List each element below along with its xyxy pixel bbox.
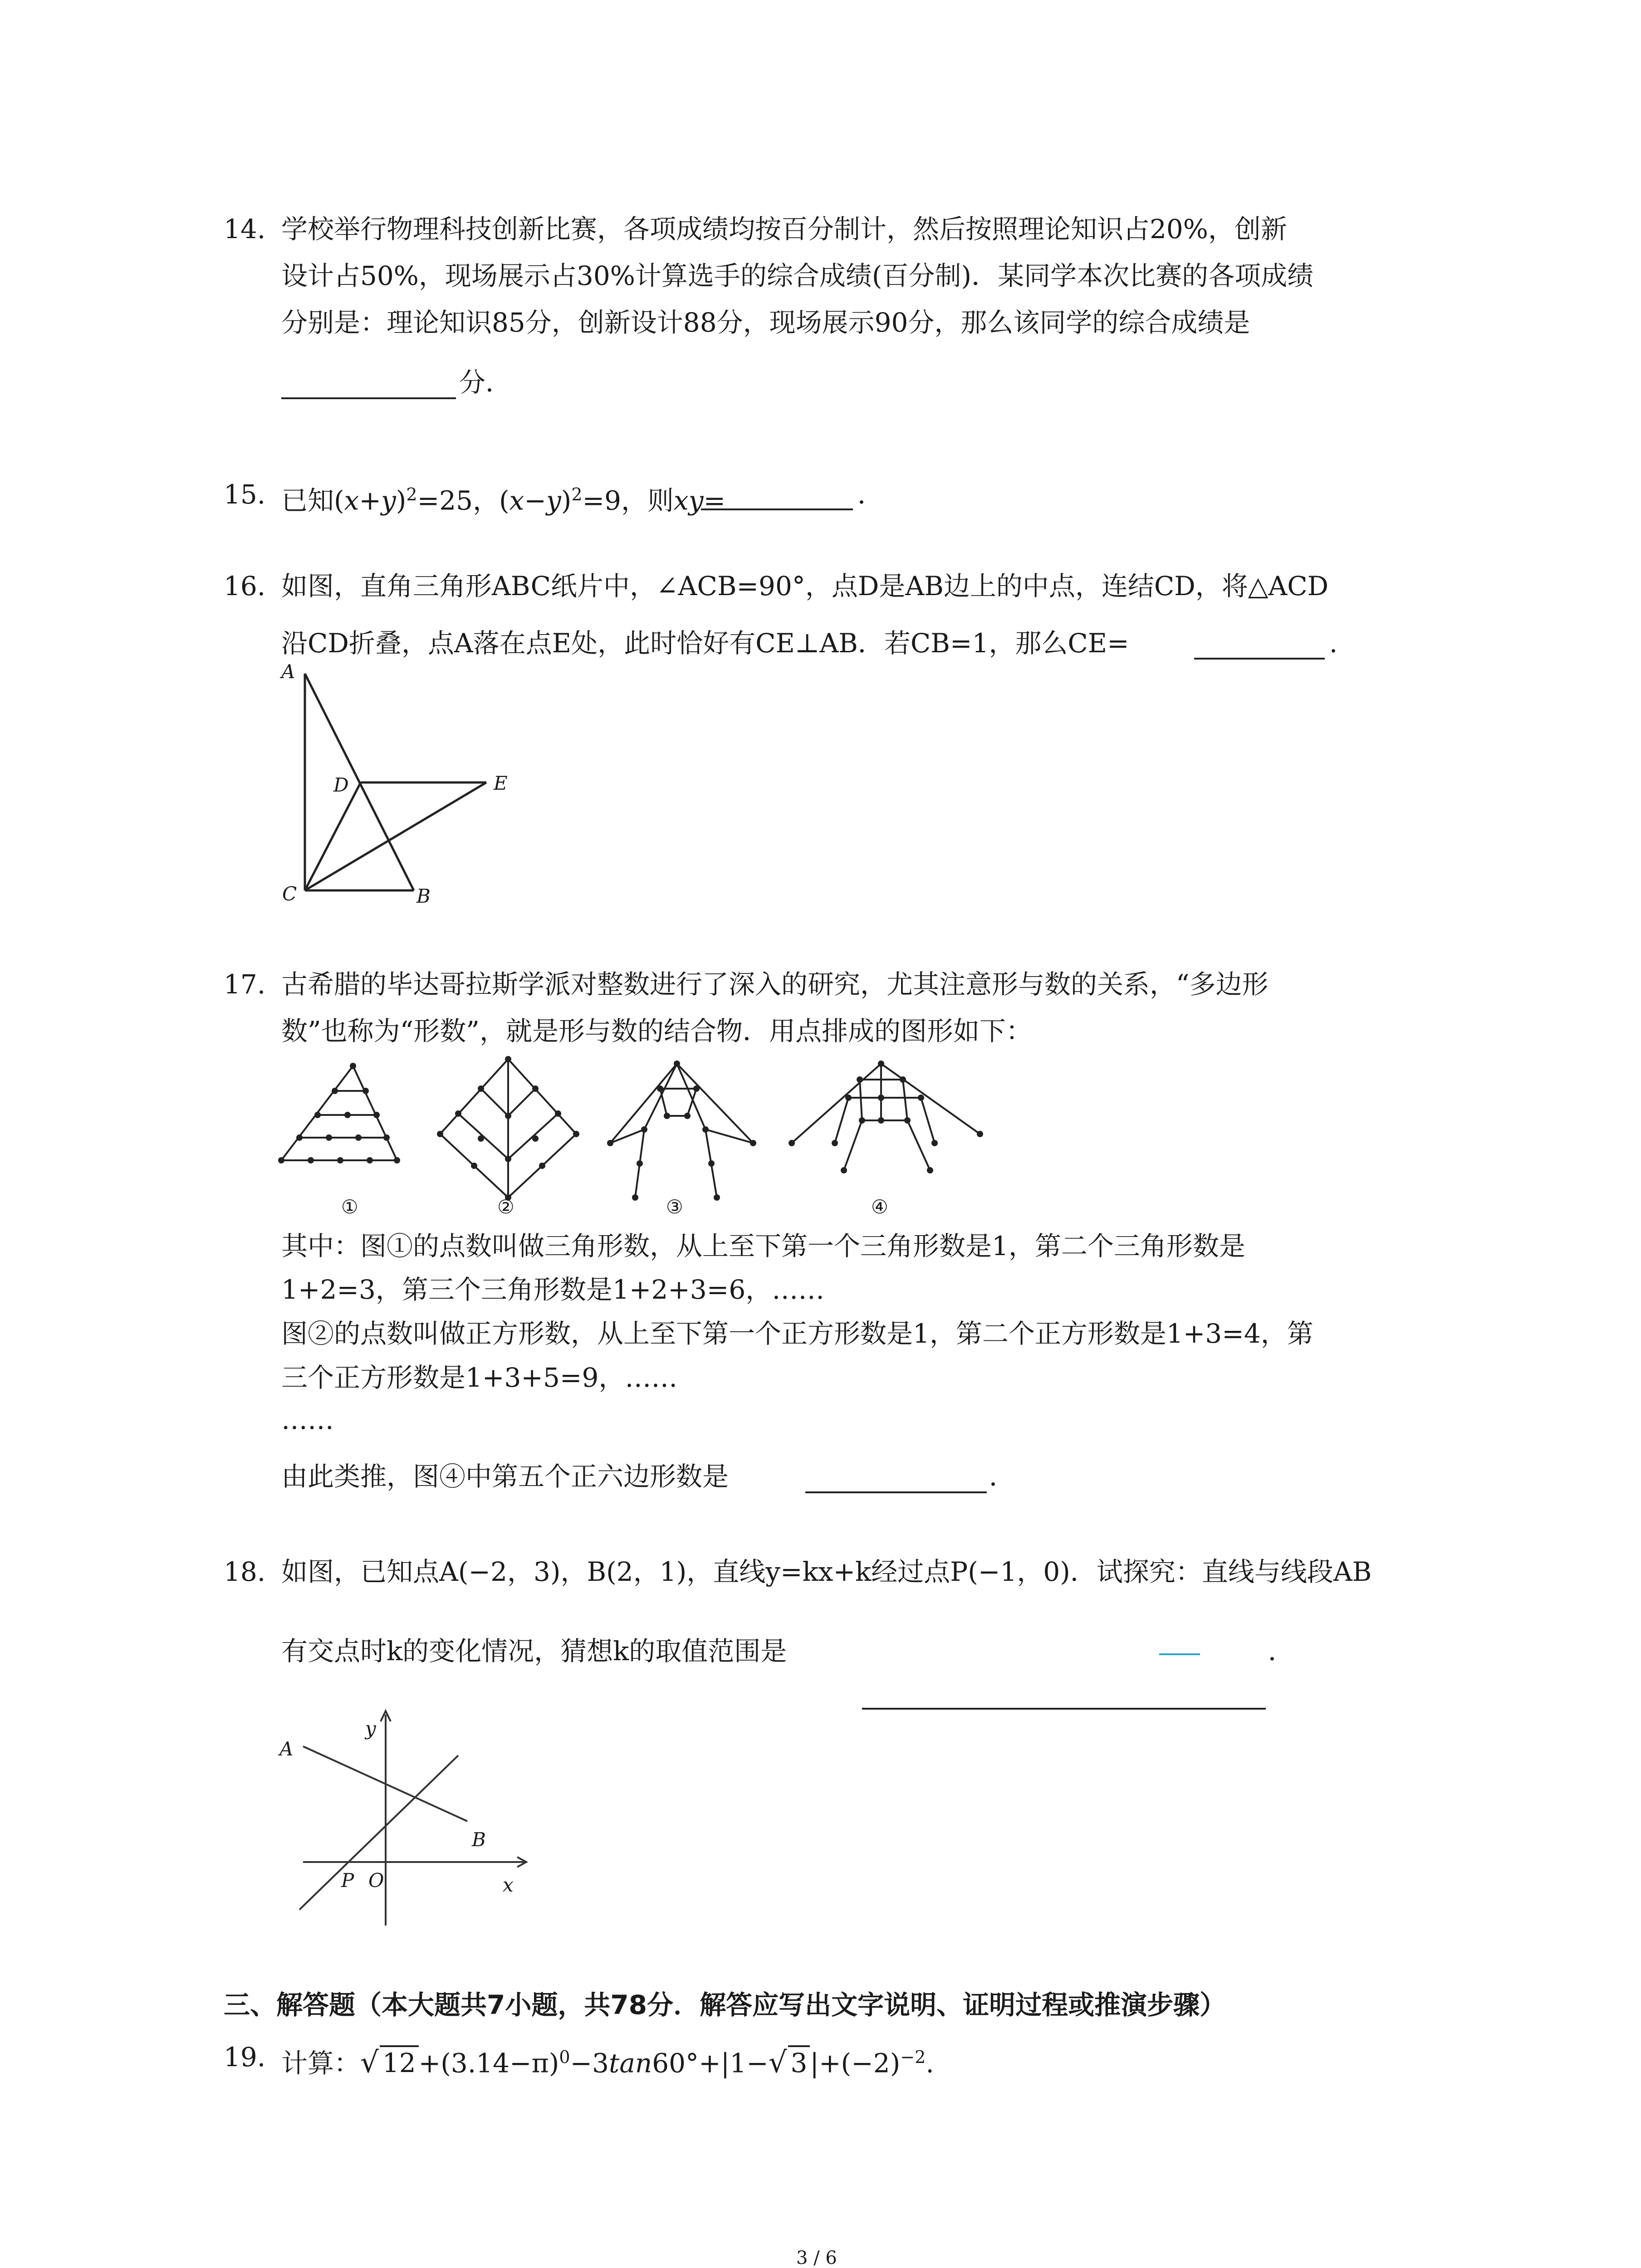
q17-line8: 由此类推，图④中第五个正六边形数是: [281, 1461, 729, 1492]
q16-number: 16.: [224, 571, 266, 601]
q17-fig-label-2: ②: [497, 1196, 514, 1218]
q17-line1: 古希腊的毕达哥拉斯学派对整数进行了深入的研究，尤其注意形与数的关系，“多边形: [281, 969, 1269, 1000]
q14-number: 14.: [224, 214, 266, 244]
q18-label-x: x: [503, 1874, 514, 1896]
q16-label-d: D: [333, 774, 349, 796]
q18-line2: 有交点时k的变化情况，猜想k的取值范围是: [281, 1636, 787, 1667]
q19-expression: 计算：√ $12 +(3.14-\pi)^0-3\tan 60^\circ+|1-√$ 3 $|+(-2)^{-2}$.: [281, 2046, 934, 2080]
q17-line5: 图②的点数叫做正方形数，从上至下第一个正方形数是1，第二个正方形数是1+3=4，第: [281, 1318, 1313, 1349]
q18-label-y: y: [365, 1717, 376, 1740]
q18-label-p: P: [341, 1869, 354, 1892]
q18-label-b: B: [472, 1828, 486, 1851]
q18-line1: 如图，已知点A(−2，3)，B(2，1)，直线y=kx+k经过点P(−1，0)．试探究：直线与线段AB: [281, 1556, 1372, 1587]
q14-line4-suffix: 分．: [459, 367, 512, 398]
q14-line1: 学校举行物理科技创新比赛，各项成绩均按百分制计，然后按照理论知识占20%，创新: [281, 214, 1287, 244]
q16-label-b: B: [416, 885, 431, 907]
q16-end: ．: [1329, 628, 1356, 659]
q18-label-a: A: [279, 1738, 294, 1760]
q14-line3: 分别是：理论知识85分，创新设计88分，现场展示90分，那么该同学的综合成绩是: [281, 307, 1250, 338]
q17-line4: 1+2=3，第三个三角形数是1+2+3=6，……: [281, 1274, 825, 1305]
q15-end: ．: [857, 479, 884, 510]
q19-radical-1: √: [360, 2046, 379, 2080]
q17-line6: 三个正方形数是1+3+5=9，……: [281, 1362, 678, 1393]
q15-number: 15.: [224, 479, 266, 510]
q18-number: 18.: [224, 1556, 266, 1587]
section-3-title: 三、解答题（本大题共7小题，共78分．解答应写出文字说明、证明过程或推演步骤）: [224, 1989, 1226, 2020]
q14-line2: 设计占50%，现场展示占30%计算选手的综合成绩(百分制)．某同学本次比赛的各项成绩: [281, 260, 1314, 291]
q17-fig-label-3: ③: [666, 1196, 683, 1218]
q16-line1: 如图，直角三角形ABC纸片中，∠ACB=90°，点D是AB边上的中点，连结CD，将△ACD: [281, 571, 1329, 601]
q16-label-e: E: [494, 772, 508, 794]
q17-line7: ……: [281, 1404, 334, 1435]
q17-line2: 数”也称为“形数”，就是形与数的结合物．用点排成的图形如下：: [281, 1016, 1032, 1046]
q18-end: ．: [1268, 1636, 1295, 1667]
q16-label-a: A: [281, 660, 295, 683]
q17-fig-label-1: ①: [341, 1196, 358, 1218]
q16-line2: 沿CD折叠，点A落在点E处，此时恰好有CE⊥AB．若CB=1，那么CE=: [281, 628, 1129, 659]
q19-number: 19.: [224, 2042, 266, 2072]
q15-text: 已知$(x+y)^2=25$，$(x-y)^2=9$，则xy=: [281, 484, 726, 516]
q17-number: 17.: [224, 969, 266, 1000]
q16-label-c: C: [282, 883, 297, 905]
q17-end: ．: [989, 1461, 1016, 1492]
q17-fig-label-4: ④: [871, 1196, 888, 1218]
q17-line3: 其中：图①的点数叫做三角形数，从上至下第一个三角形数是1，第二个三角形数是: [281, 1231, 1245, 1261]
q18-label-o: O: [368, 1869, 384, 1892]
page-number: 3 / 6: [796, 2248, 837, 2268]
q19-radical-2: √: [768, 2046, 787, 2080]
